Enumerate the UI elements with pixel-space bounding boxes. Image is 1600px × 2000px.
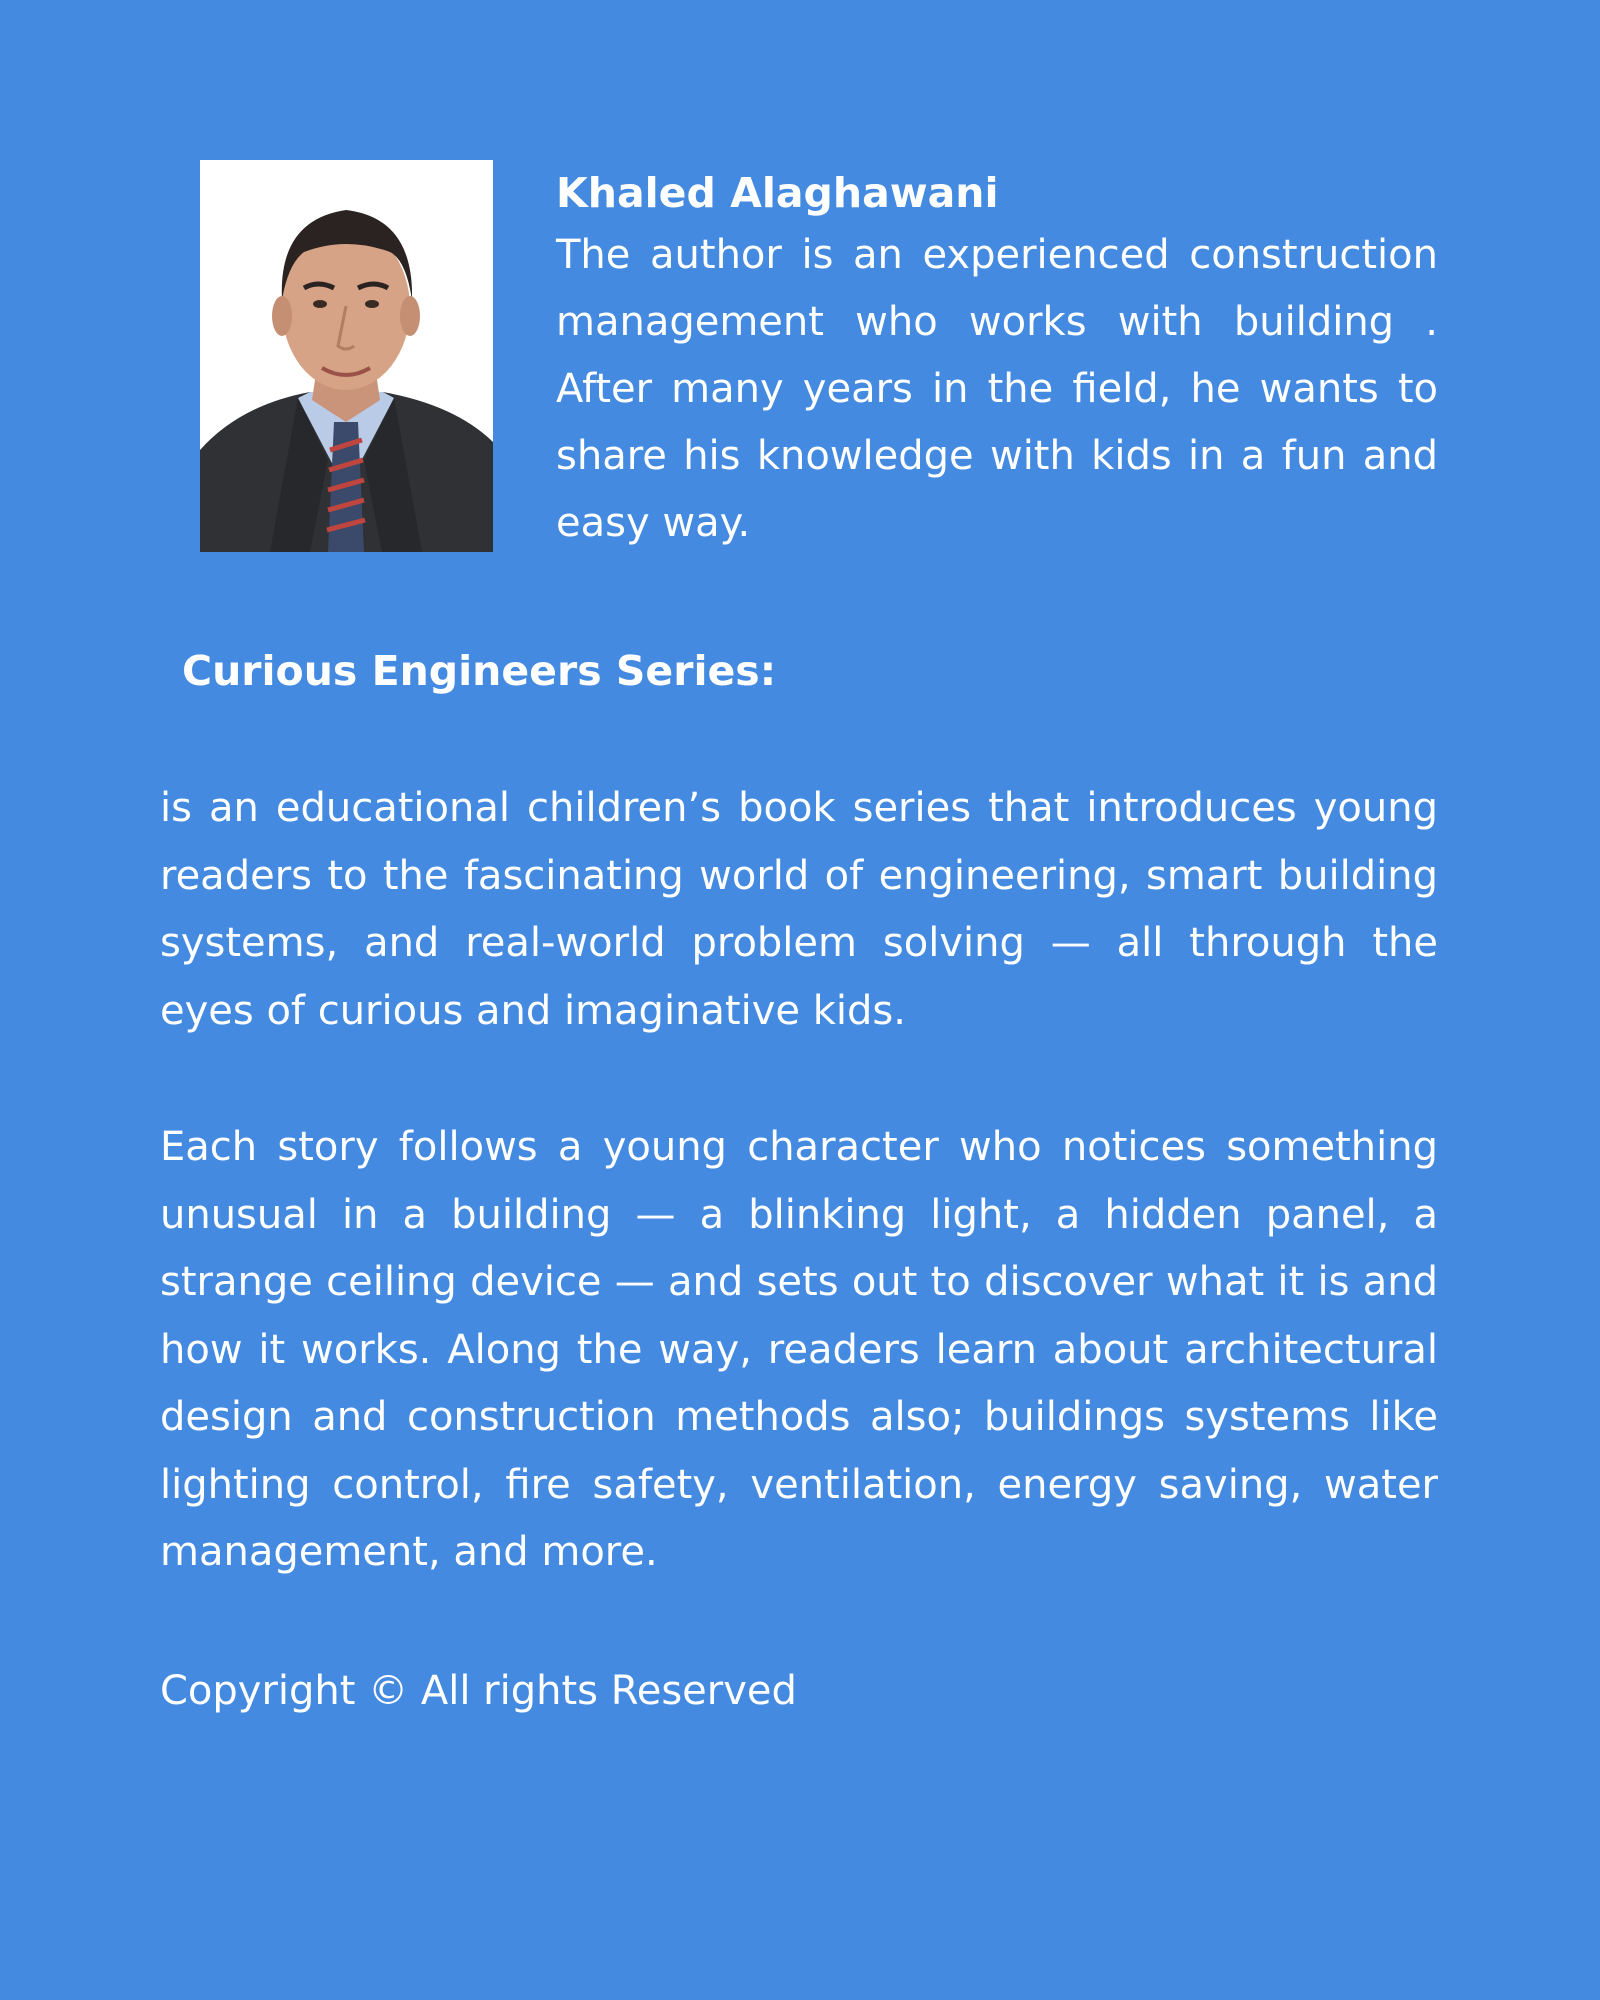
series-story-description: Each story follows a young character who notices something unusual in a building — a blinking light, a hidden panel, a strange ceiling device — and sets out to discover what it is and how it works. Along the way, readers learn about architectural design and construction methods also; buildings systems like lighting control, fire safety, ventilation, energy saving, water management, and more. <box>160 1124 1438 1575</box>
author-name: Khaled Alaghawani <box>556 169 999 217</box>
series-title: Curious Engineers Series: <box>182 647 777 695</box>
author-photo <box>200 160 493 552</box>
series-description: is an educational children’s book series that introduces young readers to the fascinating world of engineering, smart building systems, and real-world problem solving — all through the eyes of curious and imaginative kids. <box>160 785 1438 1034</box>
author-bio: The author is an experienced construction management who works with building . After many years in the field, he wants to share his knowledge with kids in a fun and easy way. <box>556 232 1438 546</box>
author-section <box>556 164 1438 557</box>
copyright-notice: Copyright © All rights Reserved <box>160 1668 797 1714</box>
